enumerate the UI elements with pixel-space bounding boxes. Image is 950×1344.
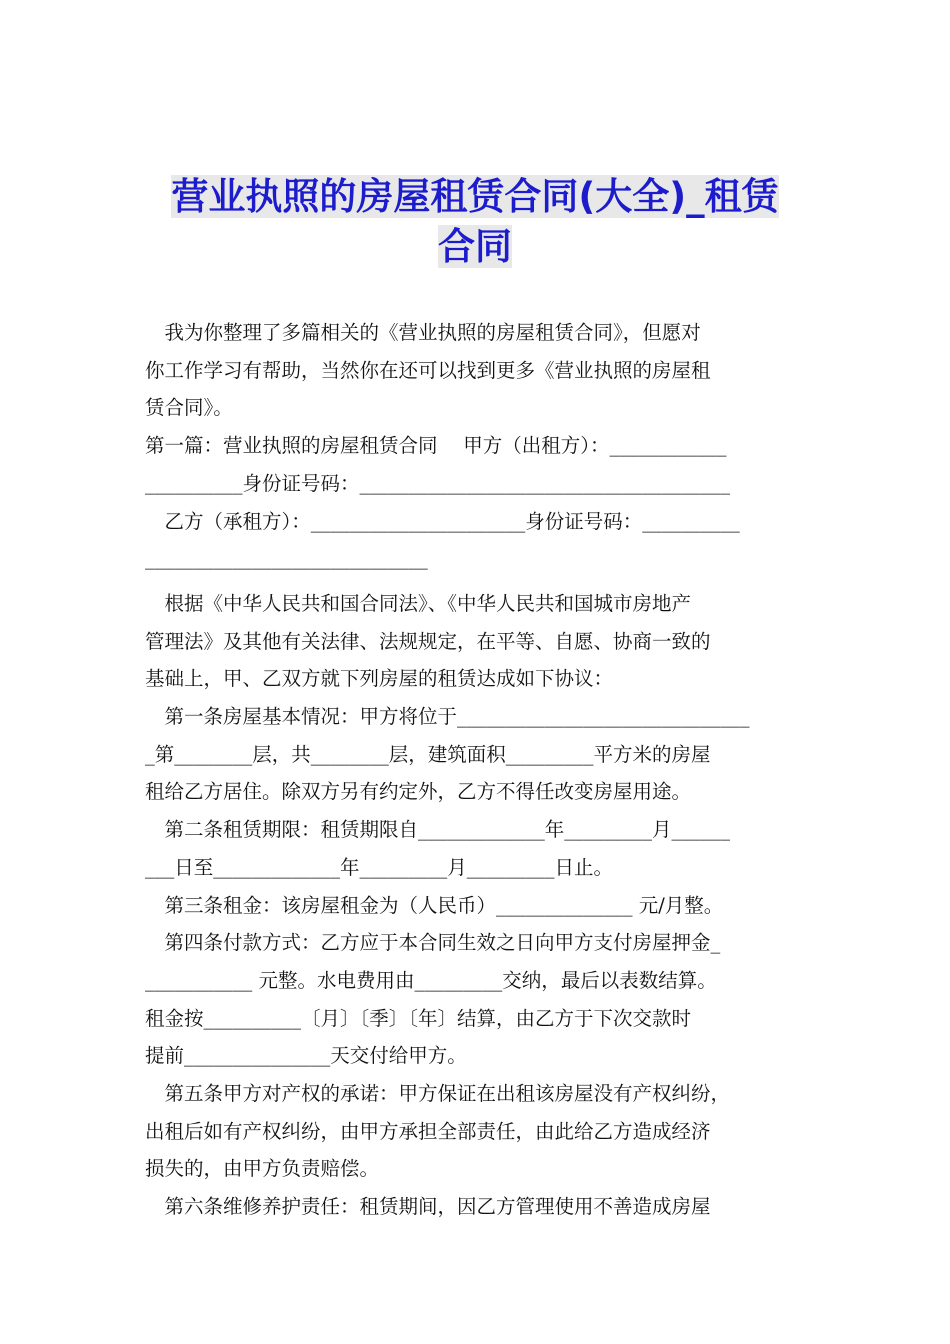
- text-line: 第五条甲方对产权的承诺：甲方保证在出租该房屋没有产权纠纷，: [145, 1082, 731, 1106]
- text-line: 我为你整理了多篇相关的《营业执照的房屋租赁合同》，但愿对: [145, 321, 701, 344]
- text-line: 第一篇：营业执照的房屋租赁合同 甲方（出租方）：____________: [145, 434, 727, 458]
- text-line: 乙方（承租方）：______________________身份证号码：__________: [145, 509, 740, 533]
- title-line-2: 合同: [438, 225, 512, 268]
- text-line: ___日至_____________年_________月_________日止。: [145, 855, 614, 879]
- text-line: _____________________________: [145, 547, 428, 571]
- text-line: 第四条付款方式：乙方应于本合同生效之日向甲方支付房屋押金_: [145, 931, 721, 955]
- document-title: [140, 172, 810, 272]
- text-line: 出租后如有产权纠纷，由甲方承担全部责任，由此给乙方造成经济: [145, 1119, 711, 1143]
- text-line: 赁合同》。: [145, 396, 233, 420]
- text-line: 第六条维修养护责任：租赁期间，因乙方管理使用不善造成房屋: [145, 1195, 711, 1219]
- text-line: 基础上，甲、乙双方就下列房屋的租赁达成如下协议：: [145, 667, 614, 691]
- title-line-1: 营业执照的房屋租赁合同(大全)_租赁: [171, 175, 779, 218]
- document-body: [145, 314, 810, 1226]
- text-line: ___________ 元整。水电费用由_________交纳，最后以表数结算。: [145, 968, 717, 992]
- text-line: __________身份证号码：______________________________________: [145, 471, 731, 495]
- text-line: 管理法》及其他有关法律、法规规定，在平等、自愿、协商一致的: [145, 629, 711, 653]
- text-line: 你工作学习有帮助，当然你在还可以找到更多《营业执照的房屋租: [145, 358, 711, 382]
- text-line: 第一条房屋基本情况：甲方将位于______________________________: [145, 705, 750, 729]
- text-line: 租给乙方居住。除双方另有约定外，乙方不得任改变房屋用途。: [145, 780, 692, 804]
- text-line: 损失的，由甲方负责赔偿。: [145, 1157, 380, 1181]
- text-line: 第二条租赁期限：租赁期限自_____________年_________月______: [145, 818, 731, 842]
- text-line: _第________层，共________层，建筑面积_________平方米的房屋: [145, 742, 711, 766]
- text-line: 根据《中华人民共和国合同法》、《中华人民共和国城市房地产: [145, 591, 692, 615]
- text-line: 租金按__________〔月〕〔季〕〔年〕结算，由乙方于下次交款时: [145, 1006, 692, 1030]
- text-line: 第三条租金：该房屋租金为（人民币）______________ 元/月整。: [145, 893, 724, 917]
- text-line: 提前_______________天交付给甲方。: [145, 1044, 467, 1068]
